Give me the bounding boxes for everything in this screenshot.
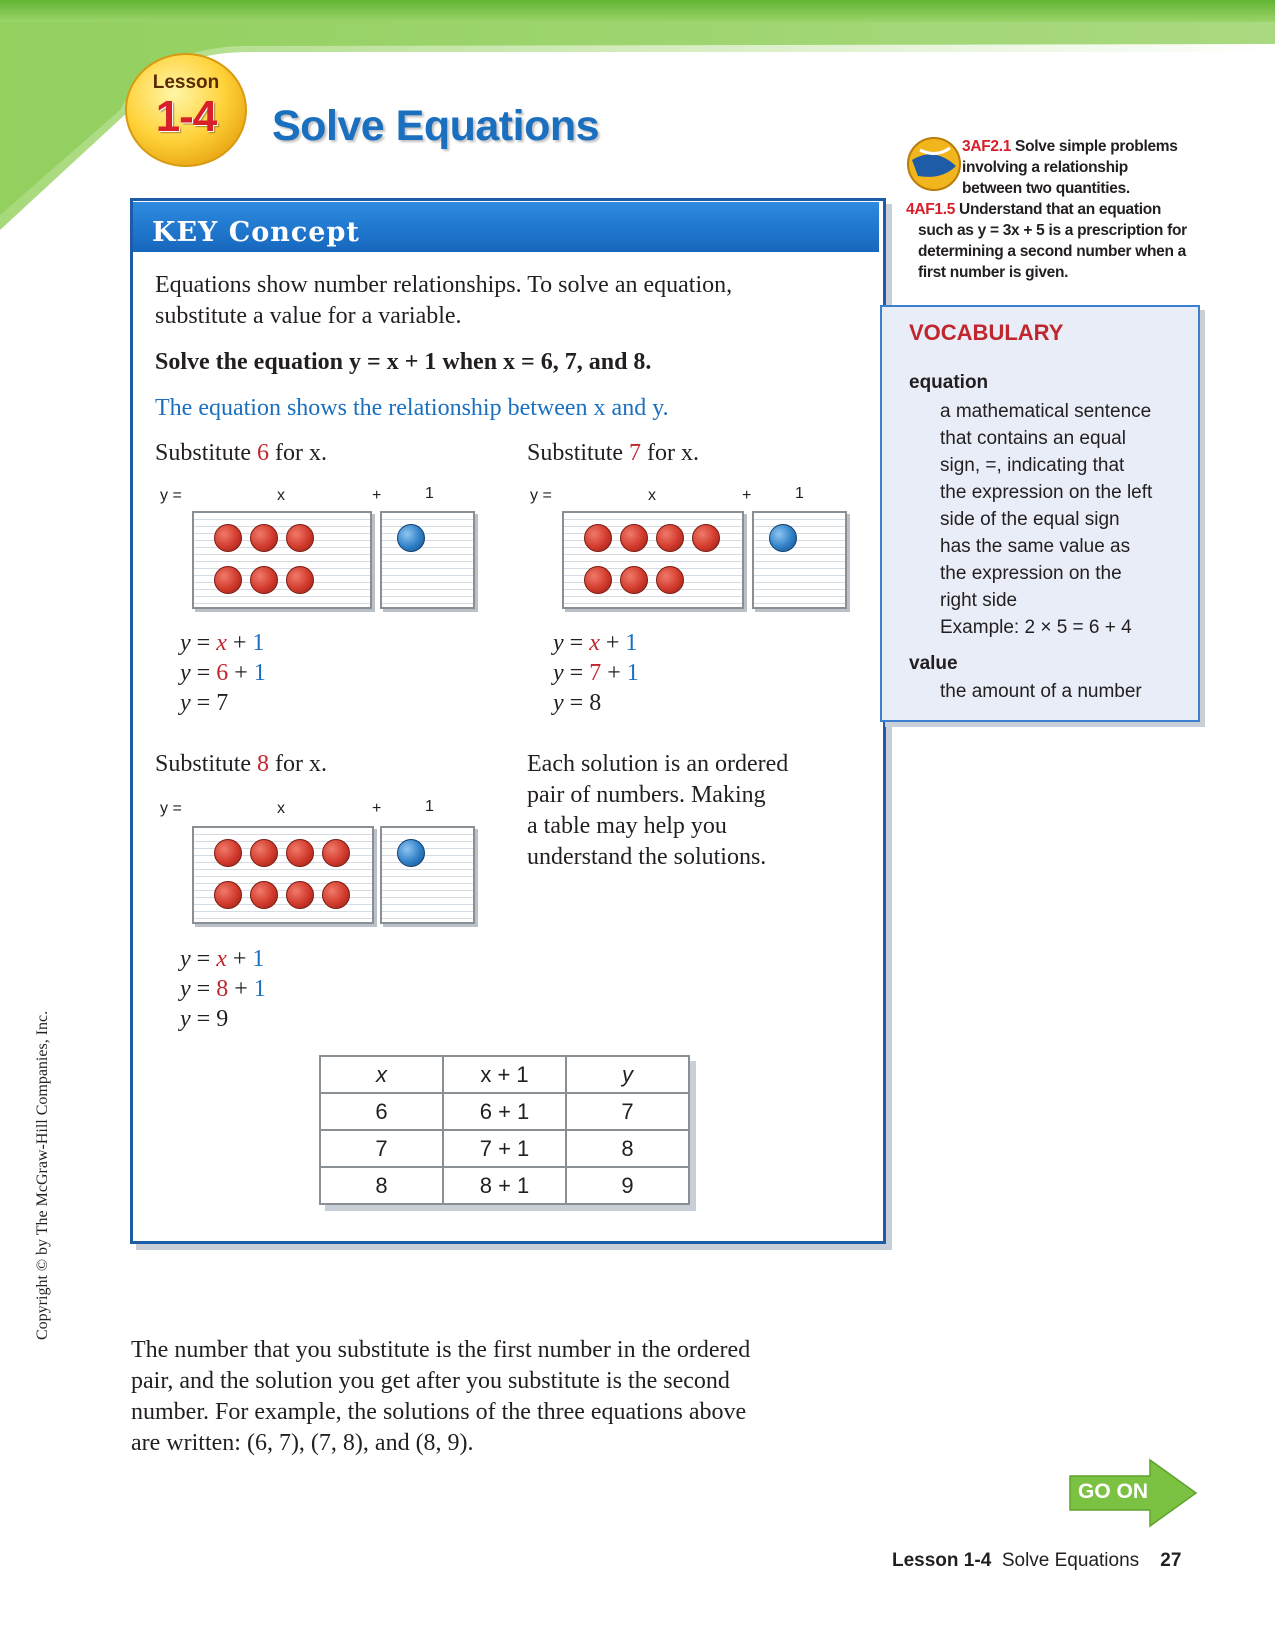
footer-title: Solve Equations	[1001, 1550, 1140, 1571]
definition-line: that contains an equal	[940, 428, 1126, 449]
table-cell: 6	[320, 1093, 443, 1130]
key-concept-title: KEY Concept	[152, 217, 360, 248]
standard-text: first number is given.	[918, 264, 1069, 281]
model-y-label: y =	[160, 487, 182, 504]
red-counter	[322, 881, 350, 909]
lesson-number: 1-4	[155, 92, 217, 141]
red-counter	[322, 839, 350, 867]
substitute-label-1	[155, 438, 327, 469]
vocab-term-value: value	[909, 653, 958, 674]
standard-text: such as y = 3x + 5 is a prescription for	[918, 222, 1187, 239]
definition-line: sign, =, indicating that	[940, 455, 1125, 476]
footer-lesson: Lesson 1-4	[892, 1550, 992, 1571]
equation-steps-1: y = x + 1 y = 6 + 1 y = 7	[180, 630, 266, 716]
counter-mat-one	[380, 511, 475, 609]
relationship-text: The equation shows the relationship between x and y.	[155, 395, 669, 421]
table-header-cell: x + 1	[443, 1056, 566, 1093]
model-x-label: x	[277, 487, 285, 504]
paragraph-line: are written: (6, 7), (7, 8), and (8, 9).	[131, 1430, 474, 1456]
definition-line: side of the equal sign	[940, 509, 1120, 530]
model-y-label: y =	[530, 487, 552, 504]
red-counter	[214, 839, 242, 867]
equation-steps-2: y = x + 1 y = 7 + 1 y = 8	[553, 630, 639, 716]
model-plus-label: +	[742, 487, 752, 504]
vocab-definition-equation	[940, 398, 1152, 641]
table-cell: 8	[320, 1167, 443, 1204]
red-counter	[214, 881, 242, 909]
table-cell: 9	[566, 1167, 689, 1204]
red-counter	[620, 524, 648, 552]
red-counter	[656, 524, 684, 552]
definition-line: the expression on the	[940, 563, 1122, 584]
standards-globe-icon	[906, 136, 962, 192]
paragraph-line: pair, and the solution you get after you substitute is the second	[131, 1368, 730, 1394]
counter-mat-one	[380, 826, 475, 924]
counter-mat-x	[192, 511, 372, 609]
red-counter	[214, 524, 242, 552]
red-counter	[692, 524, 720, 552]
red-counter	[286, 839, 314, 867]
standard-1	[962, 136, 1178, 199]
blue-counter	[397, 524, 425, 552]
substitute-suffix: for x.	[269, 751, 327, 777]
table-header-row	[320, 1056, 689, 1093]
counter-mat-x	[192, 826, 374, 924]
intro-line: Equations show number relationships. To solve an equation,	[155, 272, 733, 298]
red-counter	[620, 566, 648, 594]
red-counter	[250, 524, 278, 552]
substitute-value: 8	[257, 751, 270, 777]
blue-counter	[769, 524, 797, 552]
vocab-definition-value: the amount of a number	[940, 681, 1142, 702]
counter-mat-x	[562, 511, 744, 609]
paragraph-line: The number that you substitute is the first number in the ordered	[131, 1337, 751, 1363]
table-cell: 7	[320, 1130, 443, 1167]
table-row	[320, 1130, 689, 1167]
substitute-value: 7	[629, 440, 642, 466]
blue-counter	[397, 839, 425, 867]
substitute-prefix: Substitute	[155, 440, 258, 466]
red-counter	[656, 566, 684, 594]
model-one-label: 1	[795, 485, 804, 502]
intro-text	[155, 270, 732, 332]
definition-line: right side	[940, 590, 1018, 611]
model-y-label: y =	[160, 800, 182, 817]
table-cell: 7	[566, 1093, 689, 1130]
red-counter	[584, 566, 612, 594]
paragraph-line: number. For example, the solutions of the three equations above	[131, 1399, 747, 1425]
definition-line: a mathematical sentence	[940, 401, 1152, 422]
substitute-label-3	[155, 749, 327, 780]
definition-line: the expression on the left	[940, 482, 1153, 503]
note-line: a table may help you	[527, 813, 727, 839]
substitute-prefix: Substitute	[527, 440, 630, 466]
vocabulary-title: VOCABULARY	[909, 320, 1064, 345]
standard-2-continued	[918, 220, 1187, 283]
substitute-suffix: for x.	[269, 440, 327, 466]
substitute-value: 6	[257, 440, 270, 466]
model-one-label: 1	[425, 485, 434, 502]
model-plus-label: +	[372, 487, 382, 504]
standard-code: 4AF1.5	[906, 201, 956, 218]
solutions-table	[319, 1055, 690, 1205]
page-number: 27	[1160, 1550, 1182, 1571]
task-text: Solve the equation y = x + 1 when x = 6, 7, and 8.	[155, 349, 652, 375]
red-counter	[584, 524, 612, 552]
model-one-label: 1	[425, 798, 434, 815]
note-line: understand the solutions.	[527, 844, 767, 870]
red-counter	[250, 839, 278, 867]
red-counter	[286, 881, 314, 909]
table-cell: 8 + 1	[443, 1167, 566, 1204]
model-plus-label: +	[372, 800, 382, 817]
standard-text: between two quantities.	[962, 180, 1130, 197]
vocab-term-equation: equation	[909, 372, 989, 393]
red-counter	[286, 566, 314, 594]
page-title: Solve Equations	[272, 102, 600, 150]
page-footer	[892, 1550, 1181, 1572]
standard-text: Solve simple problems	[1015, 138, 1178, 155]
table-cell: 6 + 1	[443, 1093, 566, 1130]
definition-line: Example: 2 × 5 = 6 + 4	[940, 617, 1132, 638]
substitute-prefix: Substitute	[155, 751, 258, 777]
standard-2	[906, 199, 1161, 220]
table-header-cell: y	[566, 1056, 689, 1093]
substitute-label-2	[527, 438, 699, 469]
note-line: pair of numbers. Making	[527, 782, 766, 808]
intro-line: substitute a value for a variable.	[155, 303, 462, 329]
lesson-label: Lesson	[152, 72, 220, 93]
go-on-label: GO ON	[1078, 1480, 1149, 1503]
standard-code: 3AF2.1	[962, 138, 1012, 155]
summary-paragraph	[131, 1335, 871, 1459]
copyright-notice: Copyright © by The McGraw-Hill Companies, Inc.	[34, 1010, 51, 1340]
table-row	[320, 1167, 689, 1204]
red-counter	[250, 566, 278, 594]
definition-line: has the same value as	[940, 536, 1131, 557]
ordered-pair-note	[527, 749, 788, 873]
red-counter	[286, 524, 314, 552]
standard-text: determining a second number when a	[918, 243, 1186, 260]
counter-mat-one	[752, 511, 847, 609]
equation-steps-3: y = x + 1 y = 8 + 1 y = 9	[180, 946, 266, 1032]
standard-text: involving a relationship	[962, 159, 1128, 176]
substitute-suffix: for x.	[641, 440, 699, 466]
model-x-label: x	[277, 800, 285, 817]
table-cell: 8	[566, 1130, 689, 1167]
model-x-label: x	[648, 487, 656, 504]
red-counter	[250, 881, 278, 909]
table-cell: 7 + 1	[443, 1130, 566, 1167]
table-row	[320, 1093, 689, 1130]
note-line: Each solution is an ordered	[527, 751, 789, 777]
standard-text: Understand that an equation	[959, 201, 1162, 218]
table-header-cell: x	[320, 1056, 443, 1093]
red-counter	[214, 566, 242, 594]
